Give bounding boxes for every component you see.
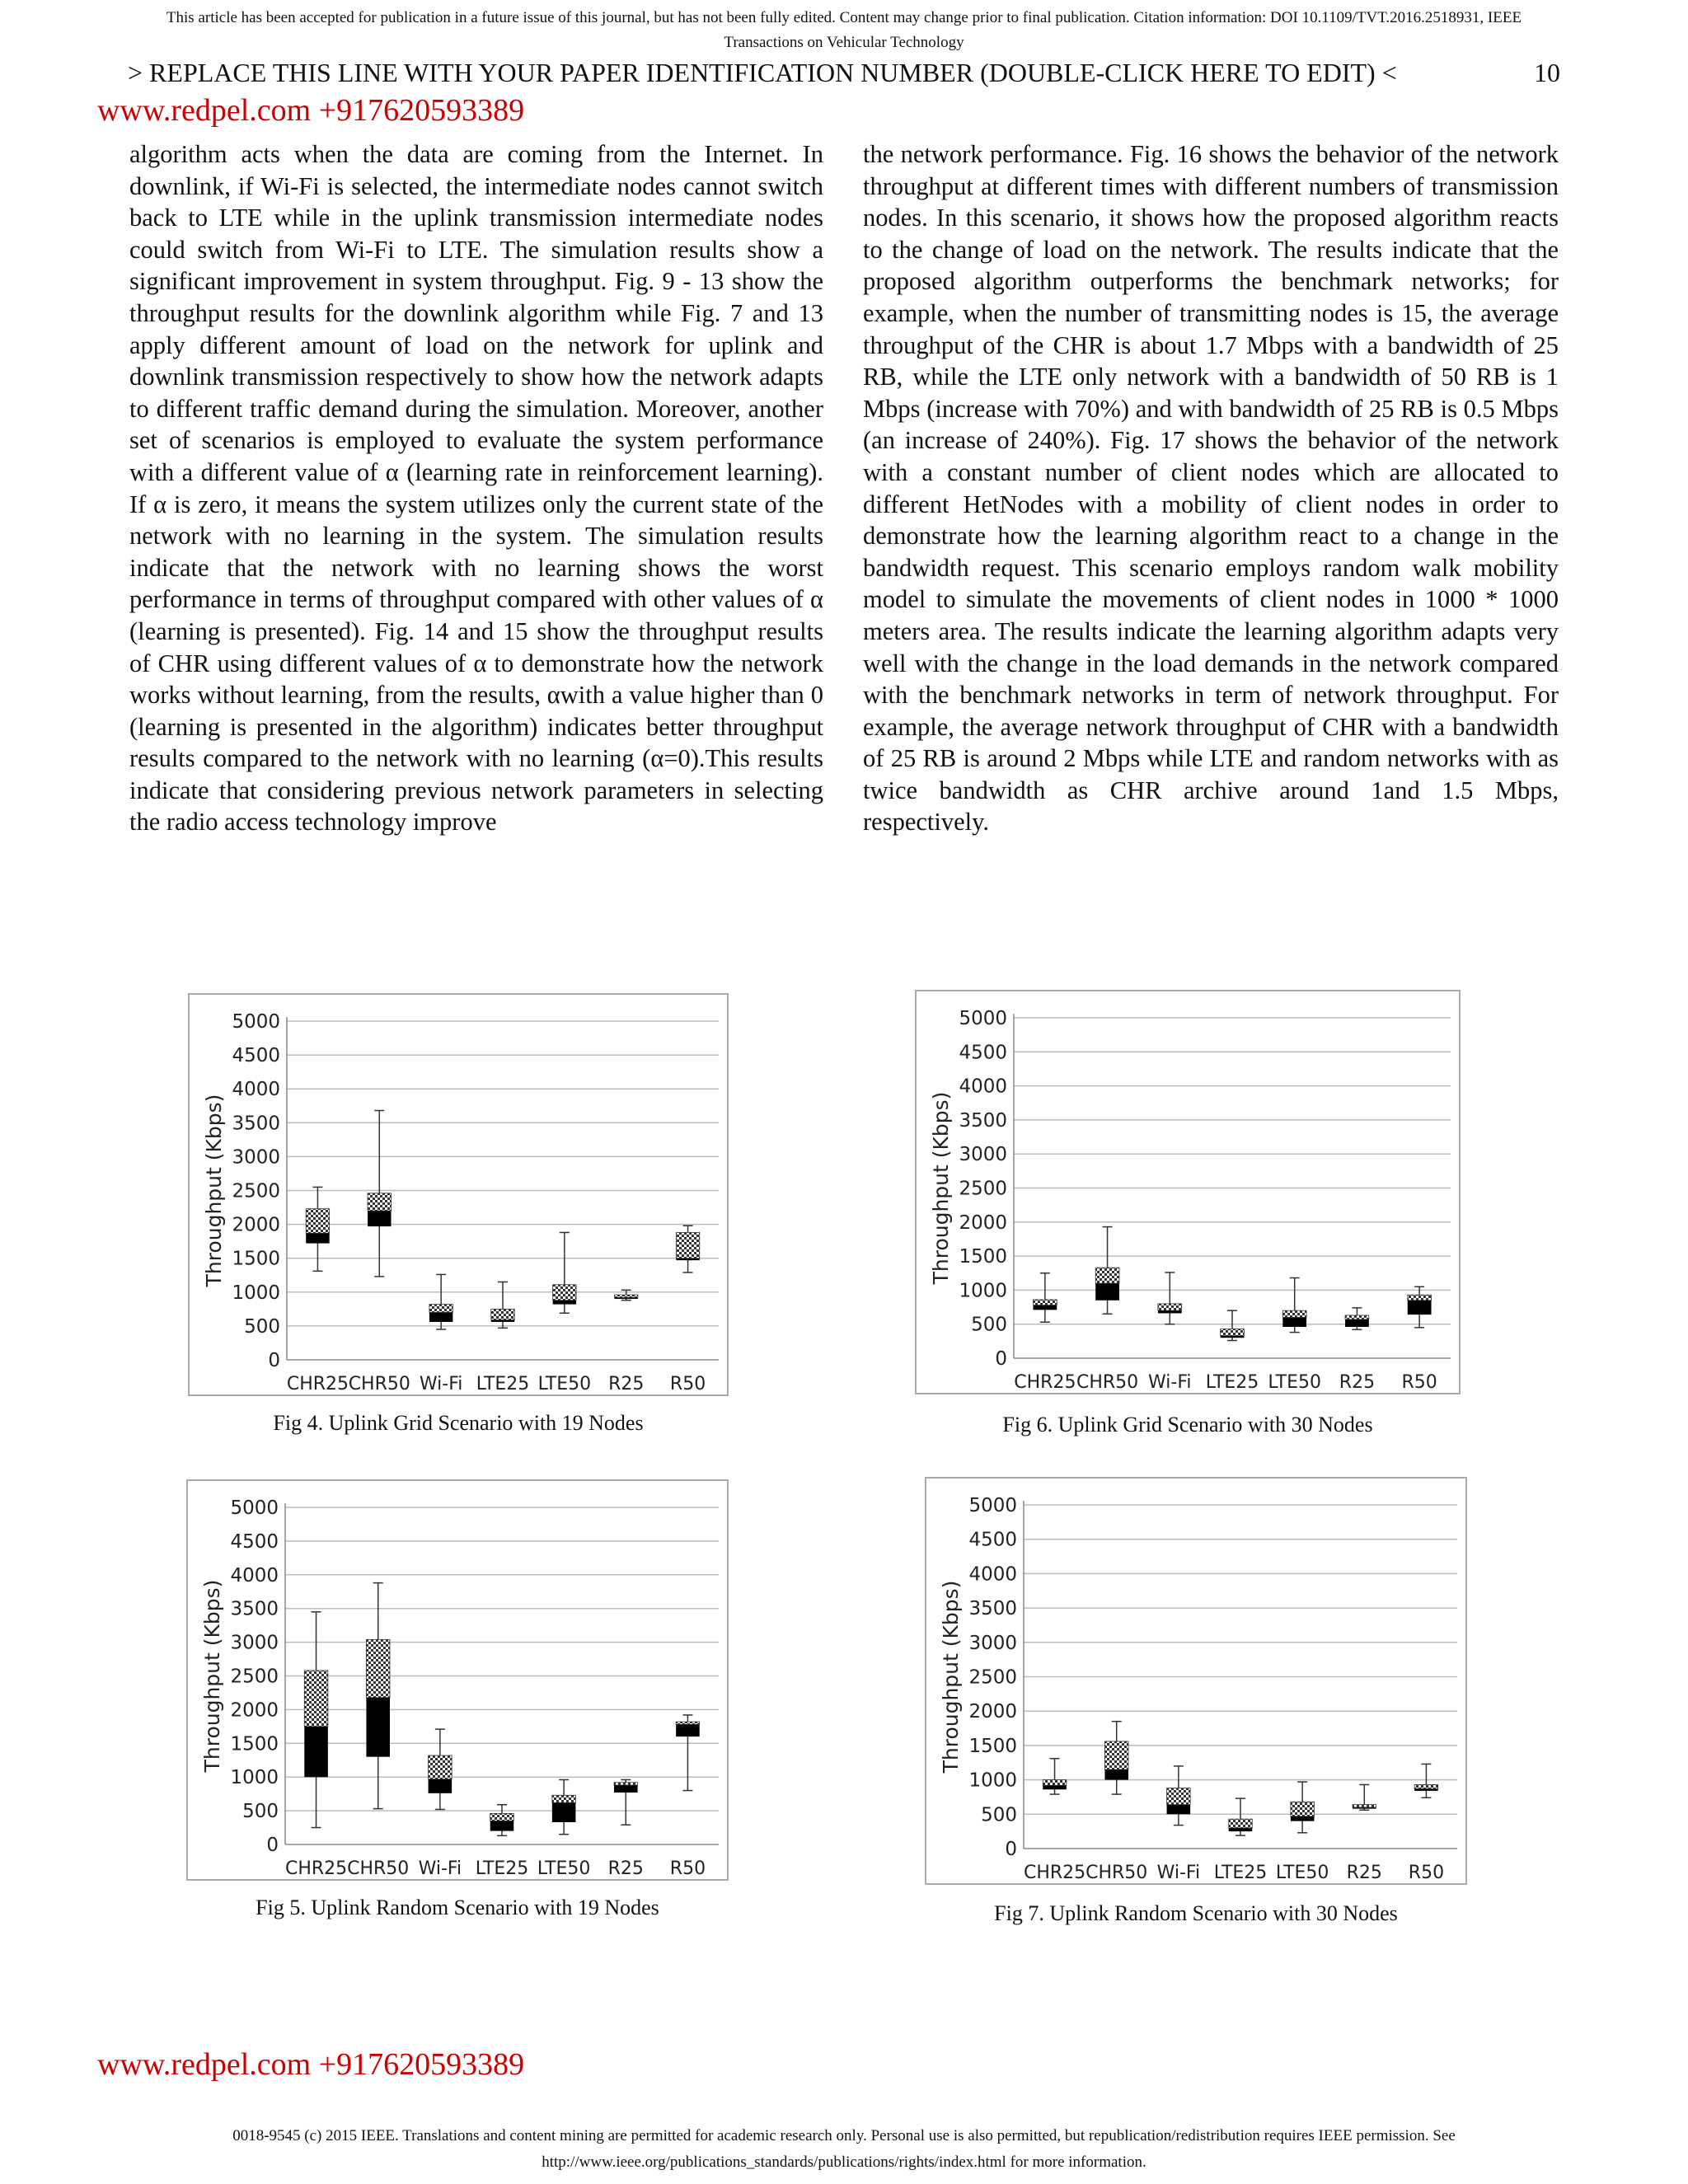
x-tick-label: R50 xyxy=(1408,1863,1445,1883)
y-tick-label: 4000 xyxy=(232,1079,280,1101)
box-lower xyxy=(1345,1319,1369,1327)
x-tick-label: R25 xyxy=(1346,1863,1382,1883)
y-axis-label: Throughput (Kbps) xyxy=(929,1091,953,1285)
x-tick-label: CHR50 xyxy=(347,1858,410,1879)
caption-fig5: Fig 5. Uplink Random Scenario with 19 Nodes xyxy=(256,1896,659,1919)
box-upper xyxy=(1104,1741,1128,1769)
x-tick-label: LTE25 xyxy=(476,1374,530,1394)
x-tick-label: CHR50 xyxy=(1085,1863,1148,1883)
box-lower xyxy=(1104,1769,1128,1780)
right-column-text: the network performance. Fig. 16 shows the behavior of the network throughput at different times with different numbers of transmission nodes. In this scenario, it shows how the proposed algorithm reacts to the change of load on the network. The results indicate that the proposed algorithm outperforms the benchmark networks; for example, when the number of transmitting nodes is 15, the average throughput of the CHR is about 1.7 Mbps with a bandwidth of 25 RB, while the LTE only network with a bandwidth of 50 RB is 1 Mbps (increase with 70%) and with bandwidth of 25 RB is 0.5 Mbps (an increase of 240%). Fig. 17 shows the behavior of the network with a constant number of client nodes which are allocated to different HetNodes with a mobility of client nodes in order to demonstrate how the learning algorithm react to a change in the bandwidth request. This scenario employs random walk mobility model to simulate the movements of client nodes in 1000 * 1000 meters area. The results indicate the learning algorithm adapts very well with the change in the load demands in the network compared with the benchmark networks in term of network throughput. For example, the average network throughput of CHR with a bandwidth of 25 RB is around 2 Mbps while LTE and random networks with as twice bandwidth as CHR archive around 1and 1.5 Mbps, respectively. xyxy=(863,140,1559,837)
y-axis-label: Throughput (Kbps) xyxy=(200,1579,224,1773)
box-lower xyxy=(1158,1310,1182,1313)
x-tick-label: Wi-Fi xyxy=(1148,1372,1192,1393)
running-header: > REPLACE THIS LINE WITH YOUR PAPER IDENTIFICATION NUMBER (DOUBLE-CLICK HERE TO EDIT) < xyxy=(128,58,1397,87)
box-lower xyxy=(1408,1301,1432,1315)
box-upper xyxy=(1167,1788,1191,1805)
y-tick-label: 3000 xyxy=(230,1632,279,1654)
box-lower xyxy=(1291,1816,1315,1821)
chart-fig4 xyxy=(188,993,729,1396)
x-tick-label: CHR25 xyxy=(286,1374,349,1394)
y-tick-label: 2500 xyxy=(968,1666,1017,1689)
y-tick-label: 500 xyxy=(242,1801,279,1823)
y-tick-label: 1500 xyxy=(968,1735,1017,1757)
y-tick-label: 3000 xyxy=(232,1146,280,1169)
fig4-boxplot-svg xyxy=(190,995,727,1394)
y-tick-label: 3500 xyxy=(232,1113,280,1135)
y-tick-label: 4500 xyxy=(968,1529,1017,1551)
box-lower xyxy=(553,1301,576,1305)
box-lower xyxy=(1043,1785,1067,1789)
box-lower xyxy=(490,1821,514,1830)
box-upper xyxy=(552,1795,576,1802)
y-tick-label: 1500 xyxy=(230,1733,279,1755)
x-tick-label: LTE50 xyxy=(1268,1372,1321,1393)
y-tick-label: 3000 xyxy=(968,1632,1017,1654)
x-tick-label: LTE25 xyxy=(475,1858,529,1879)
y-tick-label: 5000 xyxy=(968,1495,1017,1516)
y-tick-label: 3000 xyxy=(959,1144,1007,1166)
y-tick-label: 4000 xyxy=(230,1564,279,1586)
box-lower xyxy=(1282,1317,1306,1327)
y-tick-label: 2000 xyxy=(968,1701,1017,1723)
watermark-top: www.redpel.com +917620593389 xyxy=(97,93,525,128)
fig7-boxplot-svg xyxy=(926,1479,1465,1883)
box-upper xyxy=(676,1722,700,1724)
y-tick-label: 0 xyxy=(995,1348,1007,1370)
y-tick-label: 5000 xyxy=(959,1008,1007,1029)
chart-fig7 xyxy=(925,1477,1467,1885)
caption-fig7: Fig 7. Uplink Random Scenario with 30 Nodes xyxy=(994,1901,1398,1925)
fig5-boxplot-svg xyxy=(188,1481,727,1879)
body-right-column xyxy=(863,138,1559,838)
y-tick-label: 0 xyxy=(266,1835,279,1856)
box-upper xyxy=(614,1783,638,1785)
y-tick-label: 1000 xyxy=(232,1282,280,1304)
y-tick-label: 3500 xyxy=(959,1109,1007,1132)
watermark-bottom: www.redpel.com +917620593389 xyxy=(97,2047,525,2082)
box-lower xyxy=(304,1727,328,1777)
box-upper xyxy=(1353,1805,1376,1807)
y-tick-label: 2000 xyxy=(959,1212,1007,1234)
box-lower xyxy=(429,1779,452,1793)
box-upper xyxy=(1043,1780,1067,1786)
box-lower xyxy=(1229,1828,1253,1831)
box-upper xyxy=(614,1295,637,1297)
box-lower xyxy=(368,1211,391,1226)
top-notice-line-2: Transactions on Vehicular Technology xyxy=(724,34,964,51)
x-tick-label: LTE25 xyxy=(1205,1372,1259,1393)
x-tick-label: CHR50 xyxy=(1076,1372,1139,1393)
y-tick-label: 500 xyxy=(971,1314,1007,1336)
x-tick-label: Wi-Fi xyxy=(418,1858,462,1879)
box-upper xyxy=(429,1755,452,1779)
x-tick-label: R25 xyxy=(607,1858,644,1879)
x-tick-label: LTE50 xyxy=(537,1374,592,1394)
y-tick-label: 2000 xyxy=(230,1699,279,1722)
x-tick-label: CHR25 xyxy=(1014,1372,1076,1393)
box-upper xyxy=(1095,1268,1119,1283)
box-upper xyxy=(491,1309,514,1319)
box-upper xyxy=(553,1285,576,1301)
box-lower xyxy=(366,1698,390,1757)
y-tick-label: 1500 xyxy=(232,1248,280,1270)
x-tick-label: CHR25 xyxy=(1023,1863,1086,1883)
y-tick-label: 4500 xyxy=(230,1530,279,1553)
footer-line-1: 0018-9545 (c) 2015 IEEE. Translations and content mining are permitted for academic research only. Personal use is also permitted, but republication/redistribution requires IEEE permission. See xyxy=(232,2127,1456,2144)
caption-fig4: Fig 4. Uplink Grid Scenario with 19 Nodes xyxy=(273,1411,644,1435)
box-lower xyxy=(552,1802,576,1822)
left-column-text: algorithm acts when the data are coming from the Internet. In downlink, if Wi-Fi is selected, the intermediate nodes cannot switch back to LTE while in the uplink transmission intermediate nodes could switch from Wi-Fi to LTE. The simulation results show a significant improvement in system throughput. Fig. 9 - 13 show the throughput results for the downlink algorithm while Fig. 7 and 13 apply different amount of load on the network for uplink and downlink transmission respectively to show how the network adapts to different traffic demand during the simulation. Moreover, another set of scenarios is employed to evaluate the system performance with a different value of α (learning rate in reinforcement learning). If α is zero, it means the system utilizes only the current state of the network with no learning in the system. The simulation results indicate that the network with no learning shows the worst performance in terms of throughput compared with other values of α (learning is presented). Fig. 14 and 15 show the throughput results of CHR using different values of α to demonstrate how the network works without learning, from the results, αwith a value higher than 0 (learning is presented in the algorithm) indicates better throughput results compared to the network with no learning (α=0).This results indicate that considering previous network parameters in selecting the radio access technology improve xyxy=(129,140,823,837)
body-left-column xyxy=(129,138,823,838)
x-tick-label: R50 xyxy=(669,1858,706,1879)
x-tick-label: LTE50 xyxy=(1275,1863,1329,1883)
box-lower xyxy=(1095,1283,1119,1301)
page-number: 10 xyxy=(1534,58,1560,87)
x-tick-label: LTE25 xyxy=(1213,1863,1268,1883)
y-tick-label: 4500 xyxy=(232,1045,280,1067)
x-tick-label: R50 xyxy=(669,1374,706,1394)
box-upper xyxy=(368,1193,391,1211)
y-tick-label: 500 xyxy=(244,1315,280,1338)
box-upper xyxy=(1291,1802,1315,1816)
y-tick-label: 500 xyxy=(981,1804,1017,1826)
caption-fig6: Fig 6. Uplink Grid Scenario with 30 Nodes xyxy=(1002,1413,1373,1436)
fig6-boxplot-svg xyxy=(917,991,1459,1393)
box-lower xyxy=(306,1233,329,1243)
y-tick-label: 3500 xyxy=(230,1598,279,1620)
box-upper xyxy=(429,1305,452,1313)
box-upper xyxy=(1345,1315,1369,1319)
chart-fig6 xyxy=(915,990,1461,1394)
y-tick-label: 2500 xyxy=(230,1666,279,1688)
box-upper xyxy=(304,1671,328,1727)
top-notice-line-1: This article has been accepted for publication in a future issue of this journal, but has not been fully edited. Content may change prior to final publication. Citation information: DOI 10.1109/TVT.2016.2518931, IEEE xyxy=(166,9,1522,26)
y-tick-label: 0 xyxy=(1005,1839,1017,1860)
x-tick-label: Wi-Fi xyxy=(1156,1863,1201,1883)
x-tick-label: R25 xyxy=(1339,1372,1376,1393)
box-upper xyxy=(490,1813,514,1821)
box-upper xyxy=(366,1639,390,1697)
box-lower xyxy=(429,1312,452,1322)
box-upper xyxy=(1282,1310,1306,1317)
y-tick-label: 4500 xyxy=(959,1042,1007,1064)
box-lower xyxy=(614,1785,638,1793)
box-upper xyxy=(306,1209,329,1234)
x-tick-label: CHR25 xyxy=(284,1858,348,1879)
box-lower xyxy=(1167,1805,1191,1815)
y-tick-label: 5000 xyxy=(230,1497,279,1519)
footer-line-2: http://www.ieee.org/publications_standards/publications/rights/index.html for more information. xyxy=(542,2154,1146,2171)
y-tick-label: 2500 xyxy=(232,1180,280,1202)
y-tick-label: 5000 xyxy=(232,1011,280,1033)
box-upper xyxy=(1229,1819,1253,1828)
box-upper xyxy=(1408,1295,1432,1301)
y-tick-label: 4000 xyxy=(959,1076,1007,1098)
box-lower xyxy=(1033,1305,1057,1310)
x-tick-label: LTE50 xyxy=(537,1858,591,1879)
y-tick-label: 3500 xyxy=(968,1598,1017,1620)
chart-fig5 xyxy=(186,1479,729,1881)
y-tick-label: 2000 xyxy=(232,1214,280,1236)
x-tick-label: R50 xyxy=(1401,1372,1437,1393)
y-tick-label: 1000 xyxy=(968,1769,1017,1792)
box-upper xyxy=(1414,1784,1438,1788)
x-tick-label: Wi-Fi xyxy=(419,1374,463,1394)
y-tick-label: 2500 xyxy=(959,1178,1007,1200)
x-tick-label: CHR50 xyxy=(348,1374,410,1394)
y-tick-label: 1000 xyxy=(230,1767,279,1789)
box-upper xyxy=(1221,1329,1245,1335)
box-upper xyxy=(1158,1304,1182,1310)
y-tick-label: 1500 xyxy=(959,1246,1007,1268)
x-tick-label: R25 xyxy=(608,1374,645,1394)
box-lower xyxy=(676,1724,700,1736)
box-upper xyxy=(676,1232,699,1258)
y-tick-label: 0 xyxy=(268,1350,280,1371)
y-axis-label: Throughput (Kbps) xyxy=(939,1580,963,1774)
y-axis-label: Throughput (Kbps) xyxy=(202,1094,226,1287)
y-tick-label: 1000 xyxy=(959,1280,1007,1302)
y-tick-label: 4000 xyxy=(968,1563,1017,1586)
box-upper xyxy=(1033,1300,1057,1305)
